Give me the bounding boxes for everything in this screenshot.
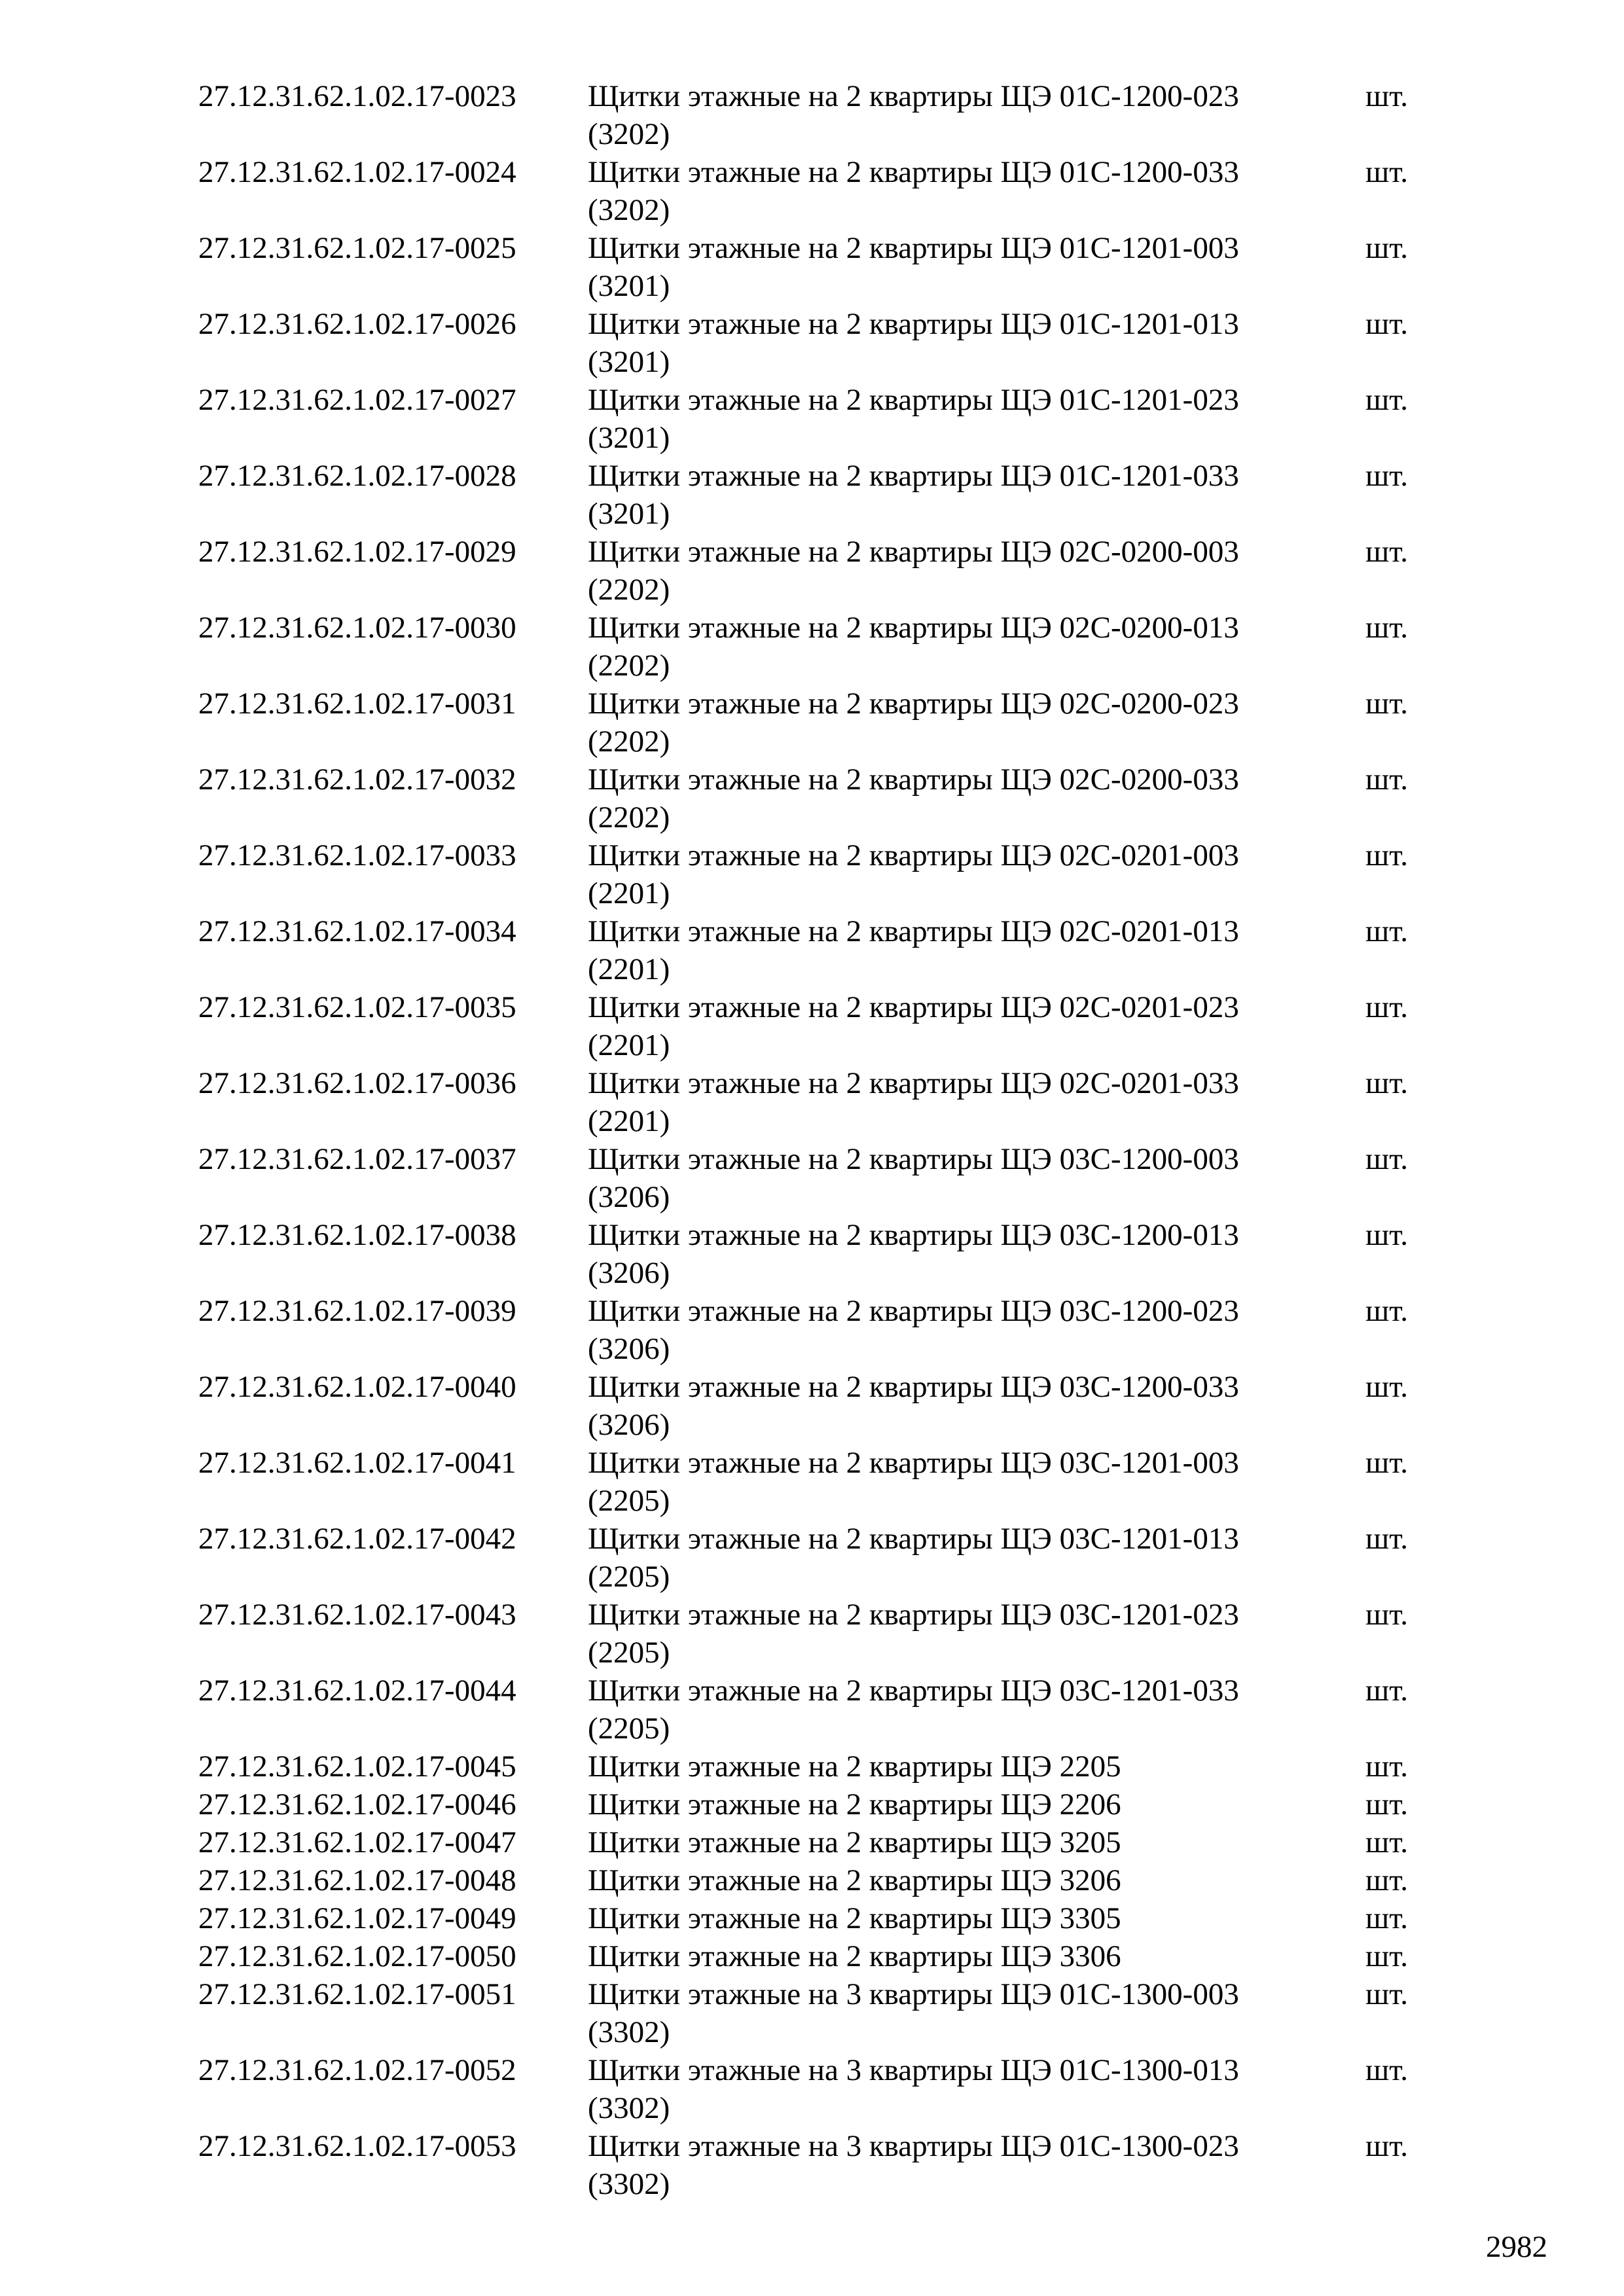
item-unit: шт. — [1365, 459, 1408, 493]
item-description-line: Щитки этажные на 2 квартиры ЩЭ 2206 — [588, 1787, 1121, 1821]
item-code: 27.12.31.62.1.02.17-0027 — [198, 383, 516, 417]
item-unit: шт. — [1365, 914, 1408, 948]
item-code: 27.12.31.62.1.02.17-0044 — [198, 1674, 516, 1708]
item-unit: шт. — [1365, 1370, 1408, 1404]
table-row — [0, 1937, 1624, 1975]
item-description-line: Щитки этажные на 2 квартиры ЩЭ 03С-1200-003 — [588, 1142, 1239, 1176]
table-row — [0, 1064, 1624, 1140]
table-row — [0, 305, 1624, 381]
item-description — [588, 1899, 1334, 1937]
item-description-line: (2201) — [588, 1104, 670, 1138]
table-row — [0, 912, 1624, 988]
item-description-line: Щитки этажные на 2 квартиры ЩЭ 03С-1200-023 — [588, 1294, 1239, 1328]
item-code: 27.12.31.62.1.02.17-0038 — [198, 1218, 516, 1252]
item-description — [588, 761, 1334, 836]
item-code: 27.12.31.62.1.02.17-0032 — [198, 762, 516, 797]
item-code: 27.12.31.62.1.02.17-0033 — [198, 838, 516, 872]
item-description-line: Щитки этажные на 2 квартиры ЩЭ 03С-1201-013 — [588, 1522, 1239, 1556]
item-description-line: (3302) — [588, 2167, 670, 2201]
item-description-line: (2202) — [588, 725, 670, 759]
table-row — [0, 609, 1624, 685]
item-description-line: Щитки этажные на 2 квартиры ЩЭ 2205 — [588, 1749, 1121, 1784]
item-description — [588, 1292, 1334, 1368]
item-description-line: (2202) — [588, 573, 670, 607]
catalog-table — [0, 77, 1624, 2203]
item-unit: шт. — [1365, 1901, 1408, 1935]
item-code: 27.12.31.62.1.02.17-0040 — [198, 1370, 516, 1404]
table-row — [0, 1975, 1624, 2051]
table-row — [0, 1899, 1624, 1937]
table-row — [0, 1444, 1624, 1520]
item-description — [588, 1748, 1334, 1785]
item-description — [588, 1785, 1334, 1823]
item-unit: шт. — [1365, 1825, 1408, 1859]
item-description-line: Щитки этажные на 2 квартиры ЩЭ 02С-0200-023 — [588, 687, 1239, 721]
item-code: 27.12.31.62.1.02.17-0031 — [198, 687, 516, 721]
item-unit: шт. — [1365, 611, 1408, 645]
item-description — [588, 1975, 1334, 2051]
item-description-line: (2201) — [588, 1028, 670, 1062]
table-row — [0, 1596, 1624, 1672]
item-unit: шт. — [1365, 1977, 1408, 2011]
item-description-line: (3202) — [588, 193, 670, 227]
item-description-line: (2202) — [588, 649, 670, 683]
item-description-line: (3302) — [588, 2091, 670, 2125]
item-code: 27.12.31.62.1.02.17-0050 — [198, 1939, 516, 1973]
item-description — [588, 305, 1334, 381]
item-code: 27.12.31.62.1.02.17-0023 — [198, 79, 516, 113]
item-description-line: (3206) — [588, 1256, 670, 1290]
item-description — [588, 1937, 1334, 1975]
item-code: 27.12.31.62.1.02.17-0046 — [198, 1787, 516, 1821]
item-description-line: Щитки этажные на 3 квартиры ЩЭ 01С-1300-023 — [588, 2129, 1239, 2163]
item-unit: шт. — [1365, 990, 1408, 1024]
item-description — [588, 836, 1334, 912]
item-unit: шт. — [1365, 231, 1408, 265]
item-code: 27.12.31.62.1.02.17-0039 — [198, 1294, 516, 1328]
table-row — [0, 1823, 1624, 1861]
item-description-line: (3206) — [588, 1180, 670, 1214]
item-description — [588, 153, 1334, 229]
item-code: 27.12.31.62.1.02.17-0048 — [198, 1863, 516, 1897]
item-unit: шт. — [1365, 155, 1408, 189]
item-unit: шт. — [1365, 1446, 1408, 1480]
item-code: 27.12.31.62.1.02.17-0025 — [198, 231, 516, 265]
table-row — [0, 381, 1624, 457]
item-description-line: Щитки этажные на 2 квартиры ЩЭ 01С-1201-033 — [588, 459, 1239, 493]
item-description-line: Щитки этажные на 2 квартиры ЩЭ 01С-1201-003 — [588, 231, 1239, 265]
item-unit: шт. — [1365, 1218, 1408, 1252]
item-description-line: Щитки этажные на 2 квартиры ЩЭ 3306 — [588, 1939, 1121, 1973]
item-description-line: (2205) — [588, 1636, 670, 1670]
item-code: 27.12.31.62.1.02.17-0045 — [198, 1749, 516, 1784]
item-description-line: Щитки этажные на 3 квартиры ЩЭ 01С-1300-013 — [588, 2053, 1239, 2087]
item-description-line: Щитки этажные на 2 квартиры ЩЭ 3205 — [588, 1825, 1121, 1859]
item-description-line: (2201) — [588, 952, 670, 986]
item-code: 27.12.31.62.1.02.17-0052 — [198, 2053, 516, 2087]
item-unit: шт. — [1365, 1598, 1408, 1632]
item-code: 27.12.31.62.1.02.17-0041 — [198, 1446, 516, 1480]
item-description — [588, 533, 1334, 609]
item-description — [588, 988, 1334, 1064]
item-description-line: (3201) — [588, 345, 670, 379]
table-row — [0, 1520, 1624, 1596]
table-row — [0, 1672, 1624, 1748]
item-code: 27.12.31.62.1.02.17-0047 — [198, 1825, 516, 1859]
table-row — [0, 685, 1624, 761]
item-unit: шт. — [1365, 383, 1408, 417]
item-description — [588, 1140, 1334, 1216]
item-code: 27.12.31.62.1.02.17-0035 — [198, 990, 516, 1024]
item-unit: шт. — [1365, 1863, 1408, 1897]
item-unit: шт. — [1365, 2053, 1408, 2087]
item-description — [588, 2127, 1334, 2203]
item-code: 27.12.31.62.1.02.17-0043 — [198, 1598, 516, 1632]
item-code: 27.12.31.62.1.02.17-0049 — [198, 1901, 516, 1935]
item-description — [588, 1368, 1334, 1444]
item-description-line: Щитки этажные на 2 квартиры ЩЭ 3305 — [588, 1901, 1121, 1935]
table-row — [0, 1140, 1624, 1216]
item-unit: шт. — [1365, 1066, 1408, 1100]
item-description — [588, 685, 1334, 761]
item-description — [588, 1823, 1334, 1861]
page-number: 2982 — [1486, 2230, 1547, 2264]
item-description-line: Щитки этажные на 2 квартиры ЩЭ 03С-1201-023 — [588, 1598, 1239, 1632]
table-row — [0, 1861, 1624, 1899]
item-description — [588, 912, 1334, 988]
item-description-line: Щитки этажные на 2 квартиры ЩЭ 03С-1200-013 — [588, 1218, 1239, 1252]
item-description-line: (3201) — [588, 497, 670, 531]
item-code: 27.12.31.62.1.02.17-0030 — [198, 611, 516, 645]
item-description-line: (2202) — [588, 800, 670, 834]
item-code: 27.12.31.62.1.02.17-0053 — [198, 2129, 516, 2163]
item-description-line: (3302) — [588, 2015, 670, 2049]
item-description-line: Щитки этажные на 2 квартиры ЩЭ 03С-1201-033 — [588, 1674, 1239, 1708]
item-code: 27.12.31.62.1.02.17-0024 — [198, 155, 516, 189]
item-description — [588, 1216, 1334, 1292]
item-description — [588, 229, 1334, 305]
item-unit: шт. — [1365, 687, 1408, 721]
item-description — [588, 1520, 1334, 1596]
table-row — [0, 533, 1624, 609]
item-description — [588, 1861, 1334, 1899]
item-description — [588, 2051, 1334, 2127]
item-unit: шт. — [1365, 762, 1408, 797]
item-description-line: (2205) — [588, 1712, 670, 1746]
table-row — [0, 2051, 1624, 2127]
item-description-line: (2205) — [588, 1484, 670, 1518]
item-description — [588, 381, 1334, 457]
item-description-line: (3201) — [588, 421, 670, 455]
table-row — [0, 77, 1624, 153]
item-description-line: (2201) — [588, 876, 670, 910]
table-row — [0, 457, 1624, 533]
item-description-line: Щитки этажные на 2 квартиры ЩЭ 02С-0201-013 — [588, 914, 1239, 948]
item-code: 27.12.31.62.1.02.17-0042 — [198, 1522, 516, 1556]
item-description-line: Щитки этажные на 2 квартиры ЩЭ 03С-1201-003 — [588, 1446, 1239, 1480]
item-description-line: (3206) — [588, 1408, 670, 1442]
item-description-line: Щитки этажные на 2 квартиры ЩЭ 3206 — [588, 1863, 1121, 1897]
item-code: 27.12.31.62.1.02.17-0036 — [198, 1066, 516, 1100]
item-unit: шт. — [1365, 307, 1408, 341]
item-code: 27.12.31.62.1.02.17-0026 — [198, 307, 516, 341]
item-unit: шт. — [1365, 838, 1408, 872]
item-description-line: (3201) — [588, 269, 670, 303]
item-unit: шт. — [1365, 1142, 1408, 1176]
item-description-line: Щитки этажные на 2 квартиры ЩЭ 02С-0200-033 — [588, 762, 1239, 797]
table-row — [0, 1785, 1624, 1823]
table-row — [0, 1368, 1624, 1444]
table-row — [0, 988, 1624, 1064]
item-description-line: Щитки этажные на 2 квартиры ЩЭ 02С-0200-013 — [588, 611, 1239, 645]
item-description — [588, 457, 1334, 533]
item-description-line: Щитки этажные на 2 квартиры ЩЭ 01С-1200-033 — [588, 155, 1239, 189]
item-unit: шт. — [1365, 1522, 1408, 1556]
item-description — [588, 609, 1334, 685]
item-unit: шт. — [1365, 1674, 1408, 1708]
item-code: 27.12.31.62.1.02.17-0051 — [198, 1977, 516, 2011]
item-description — [588, 1444, 1334, 1520]
item-description-line: Щитки этажные на 2 квартиры ЩЭ 01С-1200-023 — [588, 79, 1239, 113]
item-unit: шт. — [1365, 535, 1408, 569]
table-row — [0, 1216, 1624, 1292]
table-row — [0, 1292, 1624, 1368]
item-unit: шт. — [1365, 1787, 1408, 1821]
item-description-line: Щитки этажные на 2 квартиры ЩЭ 01С-1201-023 — [588, 383, 1239, 417]
table-row — [0, 2127, 1624, 2203]
item-unit: шт. — [1365, 1294, 1408, 1328]
item-code: 27.12.31.62.1.02.17-0029 — [198, 535, 516, 569]
item-description — [588, 1596, 1334, 1672]
item-description-line: Щитки этажные на 2 квартиры ЩЭ 02С-0201-023 — [588, 990, 1239, 1024]
item-description-line: (2205) — [588, 1560, 670, 1594]
item-description — [588, 1064, 1334, 1140]
item-unit: шт. — [1365, 79, 1408, 113]
table-row — [0, 836, 1624, 912]
table-row — [0, 1748, 1624, 1785]
table-row — [0, 229, 1624, 305]
item-description-line: Щитки этажные на 2 квартиры ЩЭ 02С-0201-003 — [588, 838, 1239, 872]
item-description-line: (3206) — [588, 1332, 670, 1366]
item-description — [588, 1672, 1334, 1748]
item-code: 27.12.31.62.1.02.17-0034 — [198, 914, 516, 948]
table-row — [0, 761, 1624, 836]
item-unit: шт. — [1365, 1749, 1408, 1784]
item-description-line: (3202) — [588, 117, 670, 151]
item-unit: шт. — [1365, 1939, 1408, 1973]
item-description-line: Щитки этажные на 2 квартиры ЩЭ 02С-0201-033 — [588, 1066, 1239, 1100]
item-unit: шт. — [1365, 2129, 1408, 2163]
item-code: 27.12.31.62.1.02.17-0028 — [198, 459, 516, 493]
item-description-line: Щитки этажные на 2 квартиры ЩЭ 01С-1201-013 — [588, 307, 1239, 341]
item-description — [588, 77, 1334, 153]
item-description-line: Щитки этажные на 2 квартиры ЩЭ 02С-0200-003 — [588, 535, 1239, 569]
item-description-line: Щитки этажные на 2 квартиры ЩЭ 03С-1200-033 — [588, 1370, 1239, 1404]
table-row — [0, 153, 1624, 229]
item-description-line: Щитки этажные на 3 квартиры ЩЭ 01С-1300-003 — [588, 1977, 1239, 2011]
item-code: 27.12.31.62.1.02.17-0037 — [198, 1142, 516, 1176]
